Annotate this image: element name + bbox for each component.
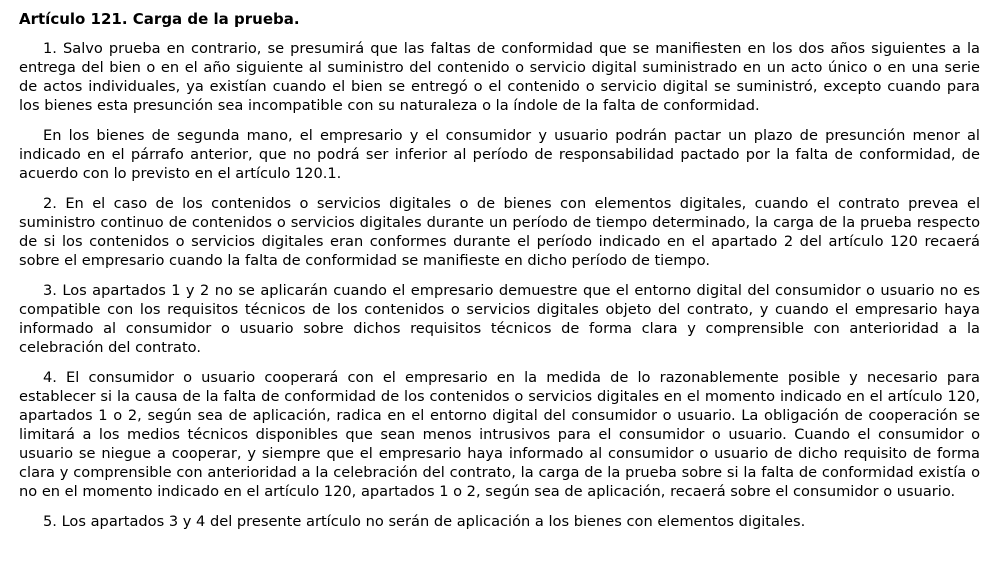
article-title: Artículo 121. Carga de la prueba. [19, 10, 300, 28]
paragraph-1: 1. Salvo prueba en contrario, se presumirá que las faltas de conformidad que se manifiesten en los dos años siguientes a la entrega del bien o en el año siguiente al suministro del contenido o servicio digital suministrado en un acto único o en una serie de actos individuales, ya existían cuando el bien se entregó o el contenido o servicio digital se suministró, excepto cuando para los bienes esta presunción sea incompatible con su naturaleza o la índole de la falta de conformidad. [19, 40, 980, 114]
paragraph-2: 2. En el caso de los contenidos o servicios digitales o de bienes con elementos digitales, cuando el contrato prevea el suministro continuo de contenidos o servicios digitales durante un período de tiempo determinado, la carga de la prueba respecto de si los contenidos o servicios digitales eran conformes durante el período indicado en el apartado 2 del artículo 120 recaerá sobre el empresario cuando la falta de conformidad se manifieste en dicho período de tiempo. [19, 195, 980, 269]
paragraph-3: 3. Los apartados 1 y 2 no se aplicarán cuando el empresario demuestre que el entorno digital del consumidor o usuario no es compatible con los requisitos técnicos de los contenidos o servicios digitales objeto del contrato, y cuando el empresario haya informado al consumidor o usuario sobre dichos requisitos técnicos de forma clara y comprensible con anterioridad a la celebración del contrato. [19, 282, 980, 356]
paragraph-second-hand-goods: En los bienes de segunda mano, el empresario y el consumidor y usuario podrán pactar un plazo de presunción menor al indicado en el párrafo anterior, que no podrá ser inferior al período de responsabilidad pactado por la falta de conformidad, de acuerdo con lo previsto en el artículo 120.1. [19, 127, 980, 182]
paragraph-4: 4. El consumidor o usuario cooperará con el empresario en la medida de lo razonablemente posible y necesario para establecer si la causa de la falta de conformidad de los contenidos o servicios digitales en el momento indicado en el artículo 120, apartados 1 o 2, según sea de aplicación, radica en el entorno digital del consumidor o usuario. La obligación de cooperación se limitará a los medios técnicos disponibles que sean menos intrusivos para el consumidor o usuario. Cuando el consumidor o usuario se niegue a cooperar, y siempre que el empresario haya informado al consumidor o usuario de dicho requisito de forma clara y comprensible con anterioridad a la celebración del contrato, la carga de la prueba sobre si la falta de conformidad existía o no en el momento indicado en el artículo 120, apartados 1 o 2, según sea de aplicación, recaerá sobre el consumidor o usuario. [19, 369, 980, 500]
paragraph-5: 5. Los apartados 3 y 4 del presente artículo no serán de aplicación a los bienes con elementos digitales. [43, 513, 806, 530]
